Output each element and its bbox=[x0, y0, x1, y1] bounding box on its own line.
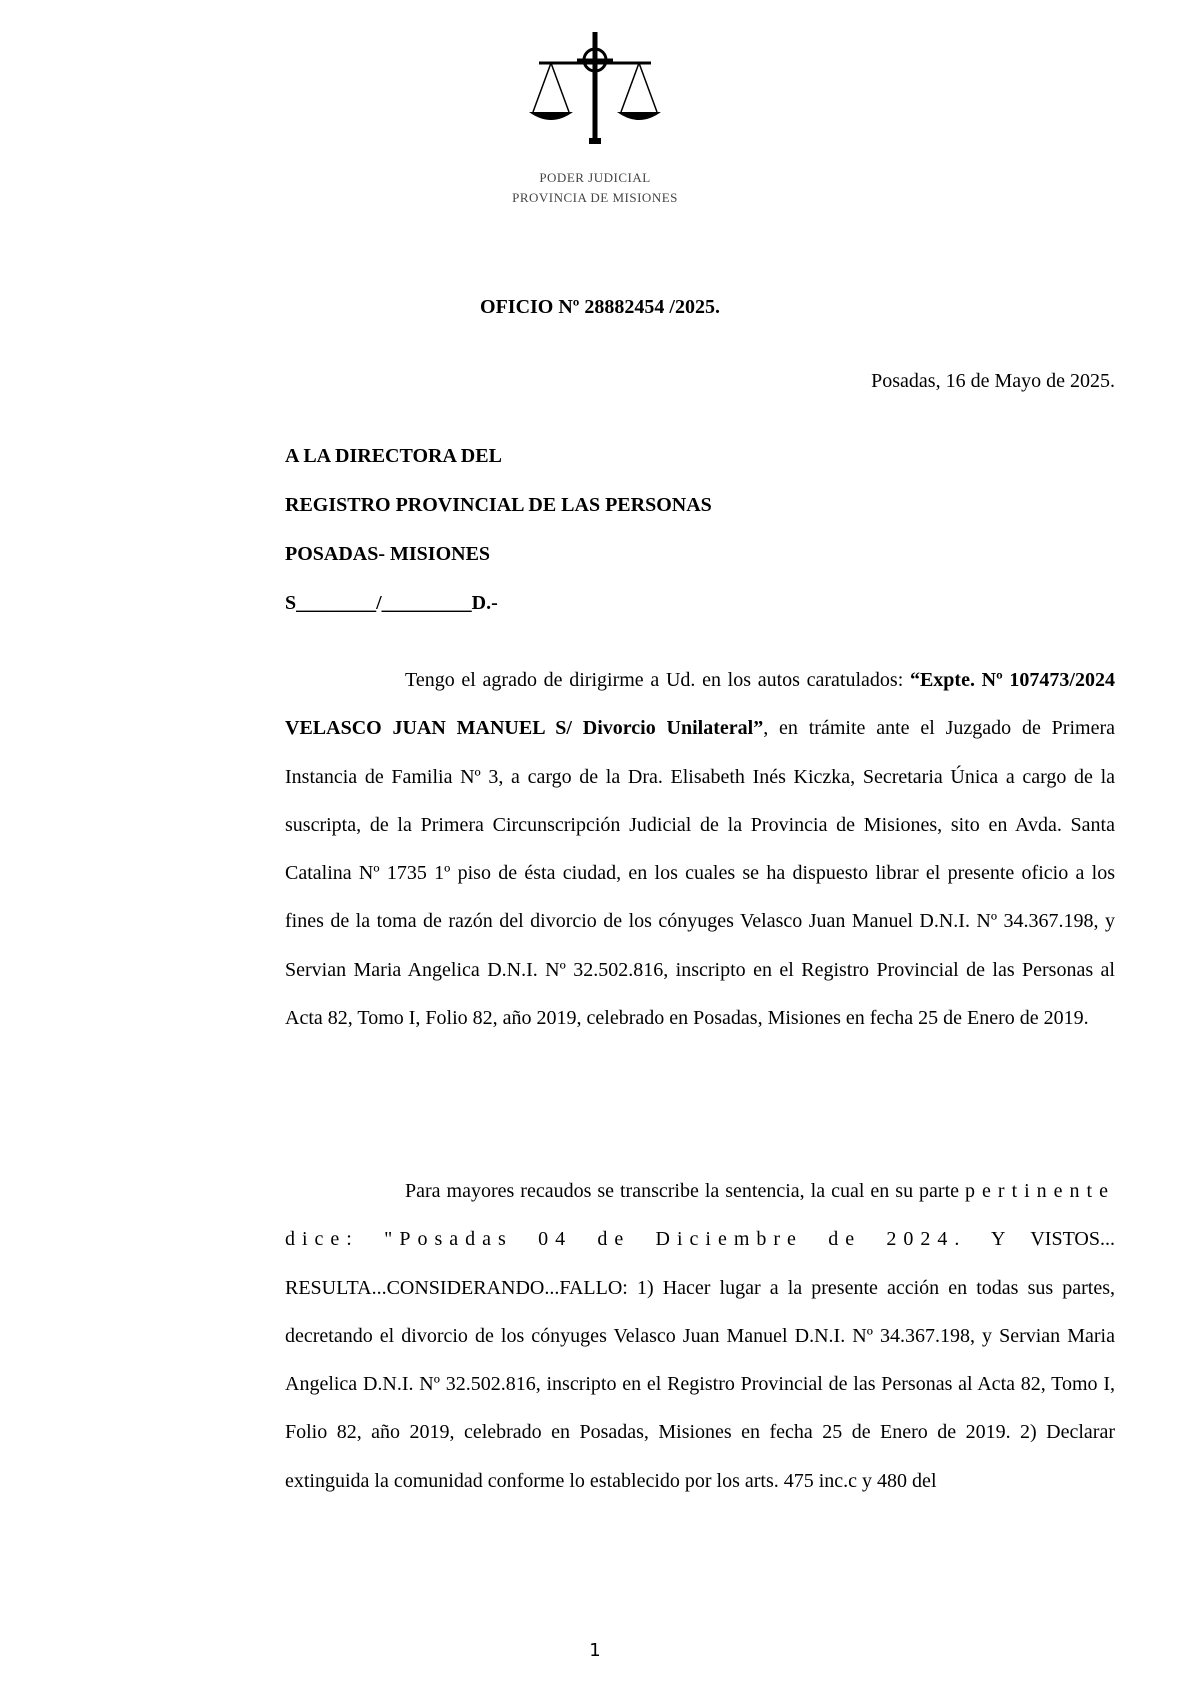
page-number: 1 bbox=[589, 1640, 601, 1661]
recipient-line-1: A LA DIRECTORA DEL bbox=[285, 445, 502, 467]
p2-rest: VISTOS... RESULTA...CONSIDERANDO...FALLO: 1) Hacer lugar a la presente acción en todas sus partes, decretando el divorcio de los cónyuges Velasco Juan Manuel D.N.I. Nº 34.367.198, y Servian Maria Angelica D.N.I. Nº 32.502.816, inscripto en el Registro Provincial de las Personas al Acta 82, Tomo I, Folio 82, año 2019, celebrado en Posadas, Misiones en fecha 25 de Enero de 2019. 2) Declarar extinguida la comunidad conforme lo establecido por los arts. 475 inc.c y 480 del bbox=[285, 1228, 1115, 1492]
recipient-line-3: POSADAS- MISIONES bbox=[285, 543, 491, 565]
place-date: Posadas, 16 de Mayo de 2025. bbox=[871, 370, 1115, 392]
p2-spaced: pertinente dice: "Posadas 04 de Diciembre de 2024. Y bbox=[285, 1180, 1115, 1251]
recipient-line-4: S________/_________D.- bbox=[285, 592, 498, 614]
paragraph-1 bbox=[285, 656, 1115, 1042]
p2-intro: Para mayores recaudos se transcribe la sentencia, la cual en su parte bbox=[405, 1180, 966, 1202]
case-title: “Expte. Nº 107473/2024 VELASCO JUAN MANUEL S/ Divorcio Unilateral” bbox=[285, 669, 1115, 740]
judicial-logo bbox=[495, 30, 695, 210]
p1-rest: , en trámite ante el Juzgado de Primera Instancia de Familia Nº 3, a cargo de la Dra. Elisabeth Inés Kiczka, Secretaria Única a cargo de la suscripta, de la Primera Circunscripción Judicial de la Provincia de Misiones, sito en Avda. Santa Catalina Nº 1735 1º piso de ésta ciudad, en los cuales se ha dispuesto librar el presente oficio a los fines de la toma de razón del divorcio de los cónyuges Velasco Juan Manuel D.N.I. Nº 34.367.198, y Servian Maria Angelica D.N.I. Nº 32.502.816, inscripto en el Registro Provincial de las Personas al Acta 82, Tomo I, Folio 82, año 2019, celebrado en Posadas, Misiones en fecha 25 de Enero de 2019. bbox=[285, 717, 1115, 1030]
scales-of-justice-icon bbox=[515, 30, 675, 160]
paragraph-2 bbox=[285, 1167, 1115, 1505]
recipient-line-2: REGISTRO PROVINCIAL DE LAS PERSONAS bbox=[285, 494, 712, 516]
logo-line-2: PROVINCIA DE MISIONES bbox=[512, 190, 678, 205]
oficio-title: OFICIO Nº 28882454 /2025. bbox=[480, 296, 720, 318]
logo-line-1: PODER JUDICIAL bbox=[539, 170, 651, 185]
p1-intro: Tengo el agrado de dirigirme a Ud. en los autos caratulados: bbox=[405, 669, 910, 691]
